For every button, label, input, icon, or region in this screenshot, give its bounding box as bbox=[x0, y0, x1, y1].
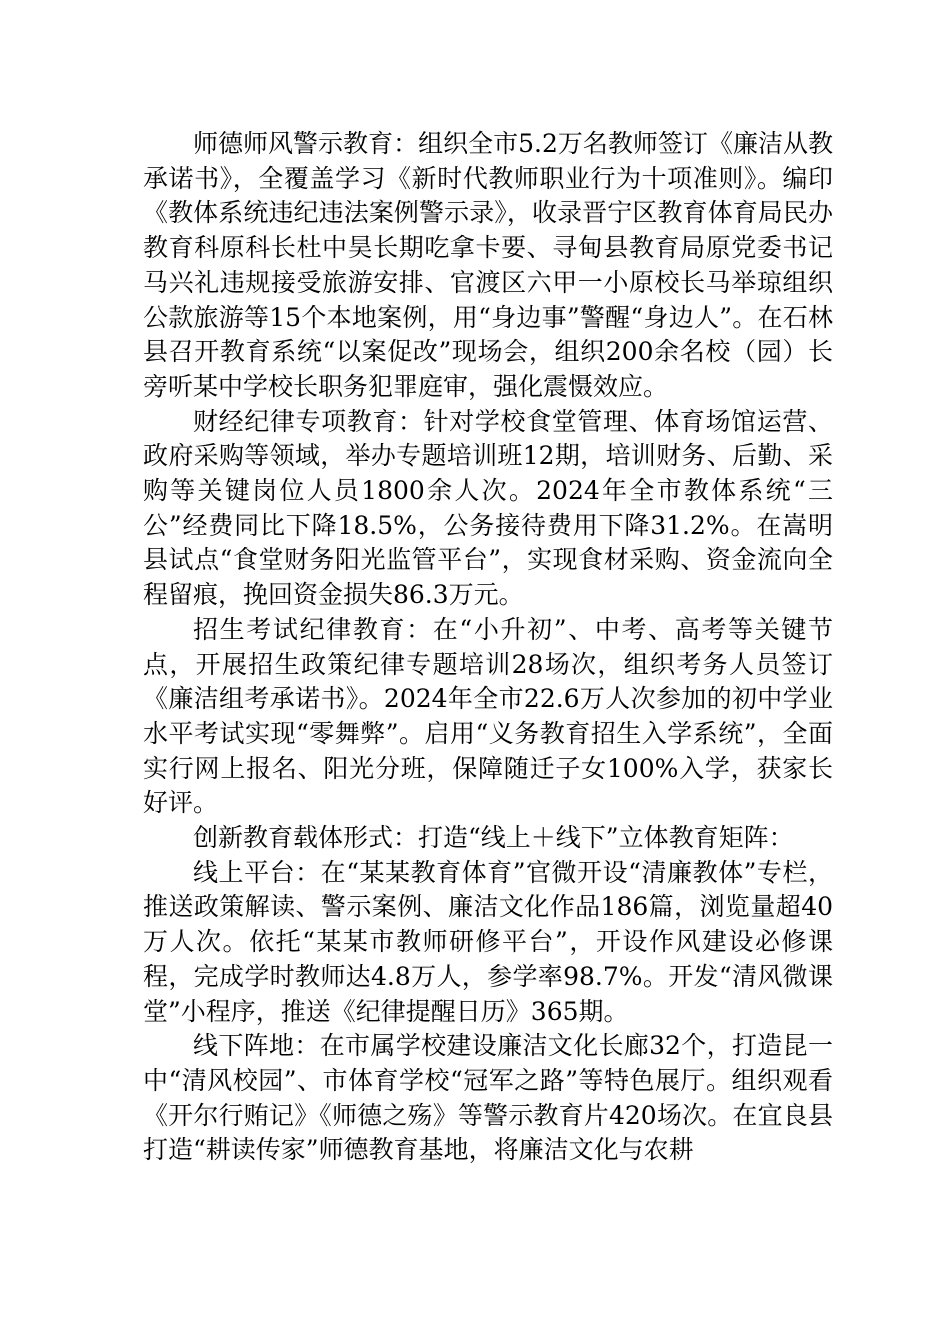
paragraph-exam-discipline: 招生考试纪律教育：在“小升初”、中考、高考等关键节点，开展招生政策纪律专题培训28场次，组织考务人员签订《廉洁组考承诺书》。2024年全市22.6万人次参加的初中学业水平考试实现“零舞弊”。启用“义务教育招生入学系统”，全面实行网上报名、阳光分班，保障随迁子女100%入学，获家长好评。 bbox=[143, 614, 833, 818]
document-body bbox=[143, 127, 833, 1168]
paragraph-offline-venues: 线下阵地：在市属学校建设廉洁文化长廊32个，打造昆一中“清风校园”、市体育学校“冠军之路”等特色展厅。组织观看《开尔行贿记》《师德之殇》等警示教育片420场次。在宜良县打造“耕读传家”师德教育基地，将廉洁文化与农耕 bbox=[143, 1031, 833, 1165]
paragraph-financial-discipline: 财经纪律专项教育：针对学校食堂管理、体育场馆运营、政府采购等领域，举办专题培训班12期，培训财务、后勤、采购等关键岗位人员1800余人次。2024年全市教体系统“三公”经费同比下降18.5%，公务接待费用下降31.2%。在嵩明县试点“食堂财务阳光监管平台”，实现食材采购、资金流向全程留痕，挽回资金损失86.3万元。 bbox=[143, 406, 833, 610]
paragraph-innovation-carriers: 创新教育载体形式：打造“线上＋线下”立体教育矩阵： bbox=[193, 823, 794, 853]
paragraph-teacher-ethics-warning: 师德师风警示教育：组织全市5.2万名教师签订《廉洁从教承诺书》，全覆盖学习《新时代教师职业行为十项准则》。编印《教体系统违纪违法案例警示录》，收录晋宁区教育体育局民办教育科原科长杜中昊长期吃拿卡要、寻甸县教育局原党委书记马兴礼违规接受旅游安排、官渡区六甲一小原校长马举琼组织公款旅游等15个本地案例，用“身边事”警醒“身边人”。在石林县召开教育系统“以案促改”现场会，组织200余名校（园）长旁听某中学校长职务犯罪庭审，强化震慑效应。 bbox=[143, 129, 833, 401]
paragraph-online-platform: 线上平台：在“某某教育体育”官微开设“清廉教体”专栏，推送政策解读、警示案例、廉洁文化作品186篇，浏览量超40万人次。依托“某某市教师研修平台”，开设作风建设必修课程，完成学时教师达4.8万人，参学率98.7%。开发“清风微课堂”小程序，推送《纪律提醒日历》365期。 bbox=[143, 857, 833, 1026]
